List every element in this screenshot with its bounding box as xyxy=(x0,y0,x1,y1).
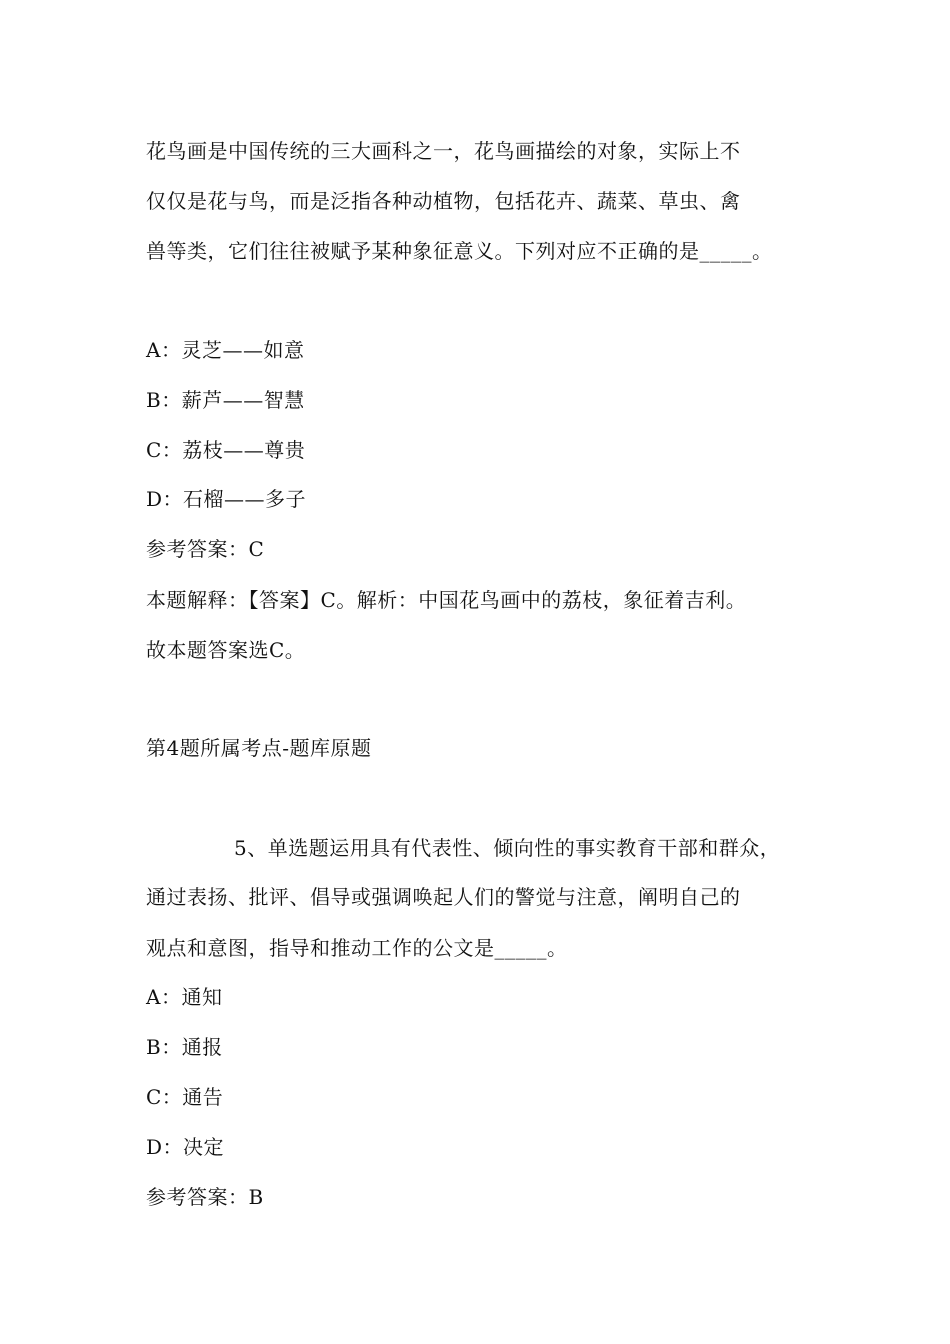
q4-option-c: C：荔枝——尊贵 xyxy=(146,438,306,462)
q4-stem-line-2: 仅仅是花与鸟，而是泛指各种动植物，包括花卉、蔬菜、草虫、禽 xyxy=(146,189,741,213)
q5-stem-line-2: 通过表扬、批评、倡导或强调唤起人们的警觉与注意，阐明自己的 xyxy=(146,885,741,909)
q4-explanation-line-2: 故本题答案选C。 xyxy=(146,638,306,662)
q4-explanation-line-1: 本题解释：【答案】C。解析：中国花鸟画中的荔枝，象征着吉利。 xyxy=(146,588,747,612)
q5-option-d: D：决定 xyxy=(146,1135,225,1159)
q5-stem-line-3: 观点和意图，指导和推动工作的公文是_____。 xyxy=(146,936,568,960)
q4-knowledge-point: 第4题所属考点-题库原题 xyxy=(146,736,372,760)
q4-option-d: D：石榴——多子 xyxy=(146,487,307,511)
q4-option-a: A：灵芝——如意 xyxy=(146,338,305,362)
q4-option-b: B：薪芦——智慧 xyxy=(146,388,305,412)
q4-stem-line-1: 花鸟画是中国传统的三大画科之一，花鸟画描绘的对象，实际上不 xyxy=(146,139,741,163)
q4-answer: 参考答案：C xyxy=(146,537,265,561)
q5-option-b: B：通报 xyxy=(146,1035,223,1059)
q5-answer: 参考答案：B xyxy=(146,1185,264,1209)
q4-stem-line-3: 兽等类，它们往往被赋予某种象征意义。下列对应不正确的是_____。 xyxy=(146,239,773,263)
q5-option-c: C：通告 xyxy=(146,1085,224,1109)
q5-stem-line-1: 5、单选题运用具有代表性、倾向性的事实教育干部和群众， xyxy=(234,836,781,860)
q5-option-a: A：通知 xyxy=(146,985,223,1009)
